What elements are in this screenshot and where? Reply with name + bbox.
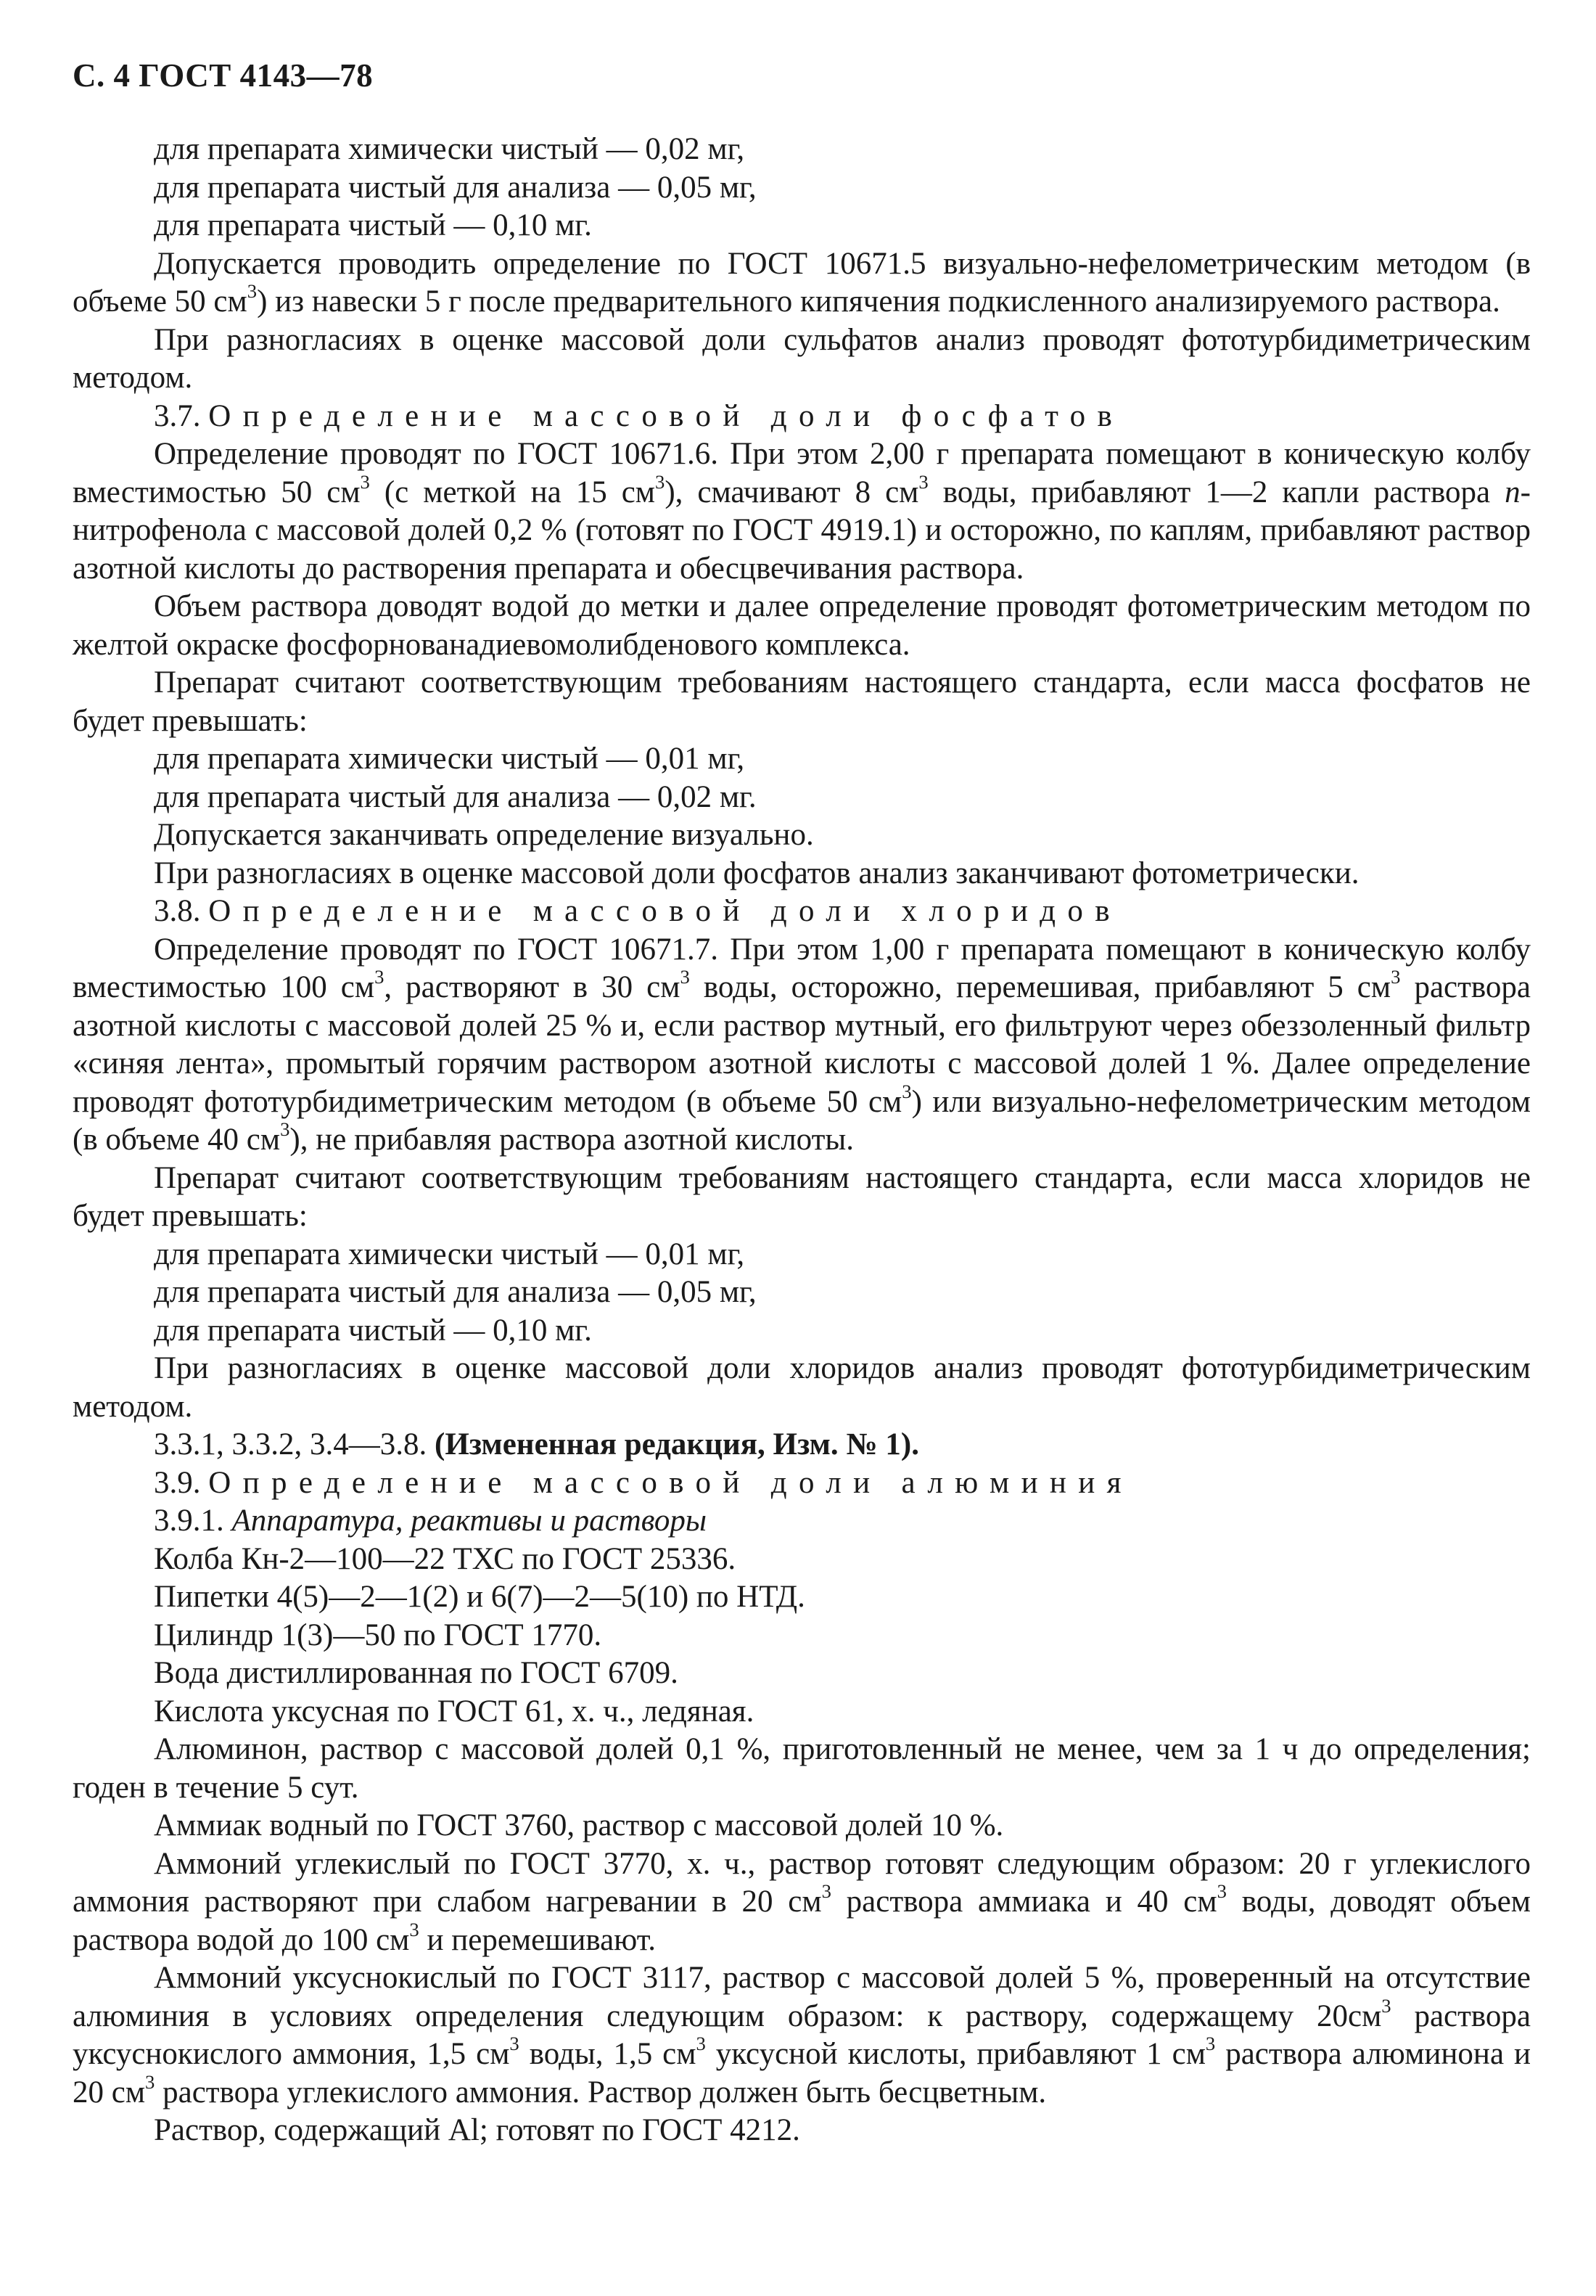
paragraph: Объем раствора доводят водой до метки и далее определение проводят фотометрическим методом по желтой окраске фосфорнованадиевомолибденового комплекса. (73, 589, 1531, 662)
paragraph: 3.7. Определение массовой доли фосфатов (154, 398, 1124, 433)
paragraph: Цилиндр 1(3)—50 по ГОСТ 1770. (154, 1618, 602, 1652)
paragraph: 3.9.1. Аппаратура, реактивы и растворы (154, 1504, 707, 1538)
paragraph: 3.9. Определение массовой доли алюминия (154, 1465, 1133, 1500)
page-header: С. 4 ГОСТ 4143—78 (73, 57, 374, 94)
paragraph: Допускается проводить определение по ГОСТ 10671.5 визуально-нефелометрическим методом (в объеме 50 $см^3$) из навески 5 г после предварительного кипячения подкисленного анализируемого раствора. (73, 246, 1531, 319)
paragraph: для препарата чистый для анализа — 0,05 мг, (154, 170, 757, 205)
paragraph: Допускается заканчивать определение визуально. (154, 818, 814, 852)
paragraph: для препарата чистый для анализа — 0,05 мг, (154, 1275, 757, 1309)
paragraph: Препарат считают соответствующим требованиям настоящего стандарта, если масса фосфатов не будет превышать: (73, 665, 1531, 738)
paragraph: Определение проводят по ГОСТ 10671.6. При этом 2,00 г препарата помещают в коническую колбу вместимостью 50 $см^3$ (с меткой на 15 $см^3$), смачивают 8 $см^3$ воды, прибавляют 1—2 капли раствора п-нитрофенола с массовой долей 0,2 % (готовят по ГОСТ 4919.1) и осторожно, по каплям, прибавляют раствор азотной кислоты до растворения препарата и обесцвечивания раствора. (73, 437, 1531, 586)
paragraph: Кислота уксусная по ГОСТ 61, х. ч., ледяная. (154, 1694, 754, 1729)
paragraph: Раствор, содержащий Al; готовят по ГОСТ 4212. (154, 2113, 800, 2147)
paragraph: Аммоний уксуснокислый по ГОСТ 3117, раствор с массовой долей 5 %, проверенный на отсутствие алюминия в условиях определения следующим образом: к раствору, содержащему $20см^3$ раствора уксуснокислого аммония, 1,5 $см^3$ воды, 1,5 $см^3$ уксусной кислоты, прибавляют 1 $см^3$ раствора алюминона и 20 $см^3$ раствора углекислого аммония. Раствор должен быть бесцветным. (73, 1961, 1531, 2110)
paragraph: для препарата чистый — 0,10 мг. (154, 1313, 592, 1348)
paragraph: 3.3.1, 3.3.2, 3.4—3.8. (Измененная редакция, Изм. № 1). (154, 1427, 919, 1461)
paragraph: Алюминон, раствор с массовой долей 0,1 %, приготовленный не менее, чем за 1 ч до определения; годен в течение 5 сут. (73, 1732, 1531, 1805)
paragraph: для препарата химически чистый — 0,02 мг, (154, 132, 745, 166)
paragraph: Аммиак водный по ГОСТ 3760, раствор с массовой долей 10 %. (154, 1808, 1004, 1842)
document-body (73, 131, 1531, 2150)
paragraph: При разногласиях в оценке массовой доли сульфатов анализ проводят фототурбидиметрическим методом. (73, 322, 1531, 395)
paragraph: Вода дистиллированная по ГОСТ 6709. (154, 1656, 678, 1690)
paragraph: Колба Кн-2—100—22 ТХС по ГОСТ 25336. (154, 1541, 736, 1576)
paragraph: для препарата химически чистый — 0,01 мг, (154, 1237, 745, 1271)
paragraph: Пипетки 4(5)—2—1(2) и 6(7)—2—5(10) по НТД. (154, 1580, 805, 1614)
paragraph: 3.8. Определение массовой доли хлоридов (154, 894, 1122, 928)
paragraph: Определение проводят по ГОСТ 10671.7. При этом 1,00 г препарата помещают в коническую колбу вместимостью 100 $см^3$, растворяют в 30 $см^3$ воды, осторожно, перемешивая, прибавляют 5 $см^3$ раствора азотной кислоты с массовой долей 25 % и, если раствор мутный, его фильтруют через обеззоленный фильтр «синяя лента», промытый горячим раствором азотной кислоты с массовой долей 1 %. Далее определение проводят фототурбидиметрическим методом (в объеме 50 $см^3$) или визуально-нефелометрическим методом (в объеме 40 $см^3$), не прибавляя раствора азотной кислоты. (73, 932, 1531, 1157)
paragraph: для препарата чистый для анализа — 0,02 мг. (154, 779, 757, 814)
paragraph: для препарата чистый — 0,10 мг. (154, 208, 592, 242)
paragraph: Препарат считают соответствующим требованиям настоящего стандарта, если масса хлоридов не будет превышать: (73, 1160, 1531, 1233)
paragraph: При разногласиях в оценке массовой доли фосфатов анализ заканчивают фотометрически. (154, 856, 1360, 890)
paragraph: При разногласиях в оценке массовой доли хлоридов анализ проводят фототурбидиметрическим методом. (73, 1351, 1531, 1424)
paragraph: Аммоний углекислый по ГОСТ 3770, х. ч., раствор готовят следующим образом: 20 г углекислого аммония растворяют при слабом нагревании в 20 $см^3$ раствора аммиака и 40 $см^3$ воды, доводят объем раствора водой до 100 $см^3$ и перемешивают. (73, 1846, 1531, 1957)
paragraph: для препарата химически чистый — 0,01 мг, (154, 742, 745, 776)
